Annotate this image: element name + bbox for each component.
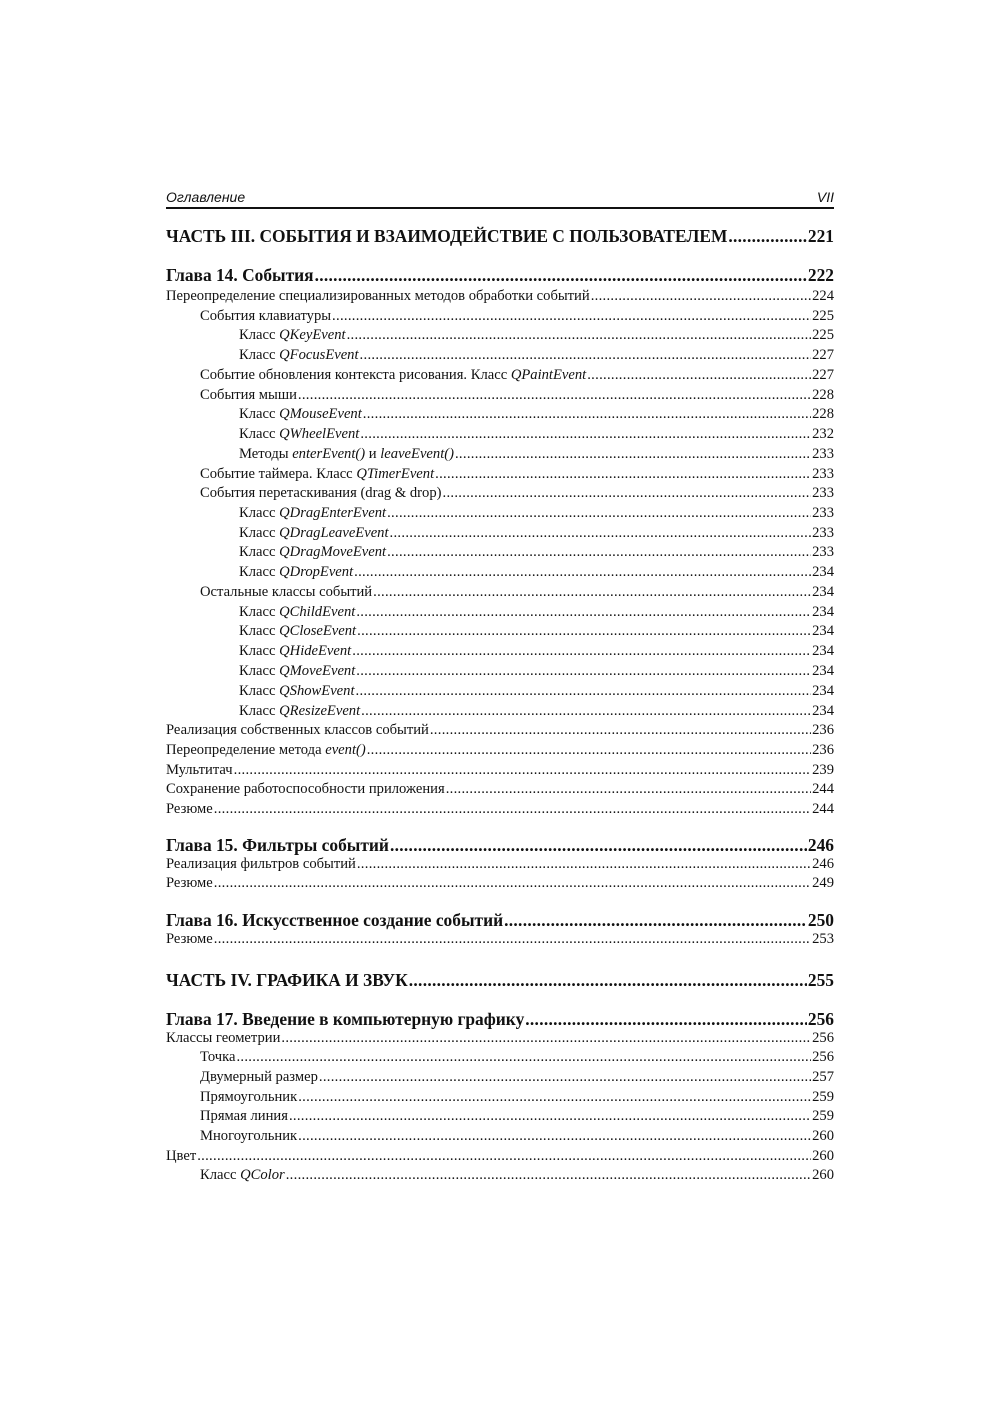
toc-entry-title [200, 1166, 285, 1186]
toc-entry-title [200, 1088, 297, 1108]
toc-entry[interactable] [166, 425, 834, 445]
toc-entry-prefix: Класс [239, 623, 280, 639]
toc-entry[interactable] [166, 346, 834, 366]
dot-leader [361, 702, 811, 722]
dot-leader [315, 264, 807, 286]
toc-entry-prefix: Класс [239, 663, 280, 679]
toc-entry-title [239, 682, 355, 702]
toc-entry-title [239, 524, 389, 544]
dot-leader [332, 307, 811, 327]
toc-entry-text: Прямоугольник [200, 1089, 298, 1105]
toc-entry-text: Глава 16. Искусственное создание событий [166, 910, 504, 930]
toc-page-number: 256 [812, 1030, 834, 1046]
dot-leader [446, 780, 811, 800]
dot-leader [587, 366, 811, 386]
toc-page-number: 250 [807, 910, 834, 930]
toc-entry-text: Глава 17. Введение в компьютерную графику [166, 1009, 525, 1029]
toc-page-number: 234 [812, 663, 834, 679]
toc-entry-title [239, 622, 356, 642]
toc-entry-text: Реализация фильтров событий [166, 856, 356, 872]
dot-leader [289, 1107, 811, 1127]
toc-entry-title [166, 930, 213, 950]
toc-entry-title [166, 874, 213, 894]
dot-leader [356, 662, 811, 682]
toc-page-number: 221 [807, 226, 834, 246]
toc-entry-title [239, 603, 355, 623]
toc-page-number: 253 [812, 931, 834, 947]
toc-entry-title [166, 909, 503, 931]
dot-leader [347, 326, 812, 346]
dot-leader [236, 1048, 811, 1068]
toc-page-number: 257 [812, 1069, 834, 1085]
toc-entry-title [166, 834, 389, 856]
toc-entry[interactable] [166, 741, 834, 761]
toc-entry-text: Двумерный размер [200, 1069, 318, 1085]
toc-page-number: 244 [812, 781, 834, 797]
toc-entry-prefix: Класс [239, 604, 280, 620]
toc-part-entry[interactable] [166, 969, 834, 991]
toc-entry[interactable] [166, 1147, 834, 1167]
dot-leader [443, 484, 812, 504]
toc-entry[interactable] [166, 603, 834, 623]
dot-leader [591, 287, 811, 307]
toc-entry-text: Цвет [166, 1148, 197, 1164]
toc-entry-title [200, 1068, 318, 1088]
toc-entry-class-name: QMouseEvent [279, 406, 362, 422]
toc-entry[interactable] [166, 504, 834, 524]
toc-entry-conjunction: и [365, 446, 381, 462]
toc-entry-text: Многоугольник [200, 1128, 298, 1144]
toc-entry-title [200, 1127, 297, 1147]
toc-entry-title [239, 326, 346, 346]
toc-page-number: 233 [812, 525, 834, 541]
dot-leader [214, 800, 811, 820]
dot-leader [455, 445, 811, 465]
toc-entry-prefix: Класс [239, 525, 280, 541]
toc-entry-prefix: Событие обновления контекста рисования. Класс [200, 367, 511, 383]
toc-page-number: 236 [812, 722, 834, 738]
toc-entry-class-name: QTimerEvent [356, 466, 435, 482]
toc-entry-class-name: QPaintEvent [510, 367, 587, 383]
toc-entry[interactable] [166, 386, 834, 406]
dot-leader [390, 524, 812, 544]
dot-leader [214, 930, 811, 950]
toc-entry-title [200, 366, 586, 386]
toc-page-number: 234 [812, 623, 834, 639]
toc-entry-text: Сохранение работоспособности приложения [166, 781, 445, 797]
dot-leader [357, 855, 811, 875]
toc-entry-text: Остальные классы событий [200, 584, 373, 600]
toc-entry-text: ЧАСТЬ III. СОБЫТИЯ И ВЗАИМОДЕЙСТВИЕ С ПОЛЬЗОВАТЕЛЕМ [166, 226, 728, 246]
dot-leader [504, 909, 807, 931]
toc-entry[interactable] [166, 326, 834, 346]
toc-entry-title [166, 287, 590, 307]
toc-entry-class-name: QMoveEvent [279, 663, 356, 679]
toc-entry[interactable] [166, 583, 834, 603]
dot-leader [373, 583, 811, 603]
toc-entry-title [200, 1107, 288, 1127]
dot-leader [525, 1008, 807, 1030]
toc-page-number: 233 [812, 544, 834, 560]
toc-entry[interactable] [166, 780, 834, 800]
toc-entry-prefix: Класс [239, 683, 280, 699]
toc-entry-prefix: Событие таймера. Класс [200, 466, 357, 482]
toc-entry[interactable] [166, 642, 834, 662]
dot-leader [360, 346, 812, 366]
toc-page-number: 260 [812, 1167, 834, 1183]
toc-entry[interactable] [166, 874, 834, 894]
toc-page-number: 246 [807, 835, 834, 855]
toc-page-number: 234 [812, 584, 834, 600]
toc-page-number: 259 [812, 1089, 834, 1105]
toc-entry-title [200, 583, 372, 603]
toc-entry-text: Резюме [166, 875, 213, 891]
toc-entry-title [200, 307, 331, 327]
toc-entry[interactable] [166, 1166, 834, 1186]
toc-entry-class-name: QCloseEvent [279, 623, 357, 639]
dot-leader [356, 682, 812, 702]
dot-leader [356, 603, 811, 623]
toc-page-number: 239 [812, 762, 834, 778]
toc-entry[interactable] [166, 405, 834, 425]
toc-entry[interactable] [166, 855, 834, 875]
dot-leader [363, 405, 811, 425]
toc-entry[interactable] [166, 1068, 834, 1088]
toc-entry[interactable] [166, 445, 834, 465]
dot-leader [360, 425, 811, 445]
toc-entry[interactable] [166, 930, 834, 950]
toc-entry-prefix: Класс [239, 347, 280, 363]
toc-entry-prefix: Класс [239, 327, 280, 343]
dot-leader [197, 1147, 811, 1167]
toc-entry-text: Глава 14. События [166, 265, 314, 285]
toc-page-number: 233 [812, 505, 834, 521]
toc-entry-text: Реализация собственных классов событий [166, 722, 429, 738]
dot-leader [234, 761, 811, 781]
dot-leader [387, 504, 811, 524]
dot-leader [390, 834, 807, 856]
toc-entry-text: Прямая линия [200, 1108, 288, 1124]
toc-entry-title [166, 225, 727, 247]
toc-page-number: 259 [812, 1108, 834, 1124]
toc-page-number: 249 [812, 875, 834, 891]
dot-leader [298, 386, 811, 406]
toc-entry-prefix: Класс [239, 564, 280, 580]
toc-entry-text: Точка [200, 1049, 236, 1065]
toc-entry[interactable] [166, 1048, 834, 1068]
toc-page-number: 227 [812, 367, 834, 383]
toc-entry-class-name: QDropEvent [279, 564, 354, 580]
toc-entry[interactable] [166, 524, 834, 544]
toc-page-number: 233 [812, 466, 834, 482]
toc-entry[interactable] [166, 1127, 834, 1147]
toc-entry-class-name: QDragMoveEvent [279, 544, 387, 560]
toc-entry-prefix: Класс [239, 426, 280, 442]
dot-leader [409, 969, 807, 991]
toc-chapter-entry[interactable] [166, 834, 834, 856]
running-header [166, 187, 834, 209]
toc-entry[interactable] [166, 465, 834, 485]
toc-entry-prefix: Класс [239, 703, 280, 719]
toc-entry-class-name: QWheelEvent [279, 426, 360, 442]
toc-page-number: 256 [807, 1009, 834, 1029]
toc-entry-prefix: Класс [200, 1167, 241, 1183]
toc-entry-class-name: QFocusEvent [279, 347, 359, 363]
toc-entry[interactable] [166, 1107, 834, 1127]
toc-entry-text: Переопределение специализированных методов обработки событий [166, 288, 590, 304]
toc-entry-prefix: Переопределение метода [166, 742, 326, 758]
dot-leader [286, 1166, 811, 1186]
toc-entry-class-name: QDragEnterEvent [279, 505, 387, 521]
toc-entry[interactable] [166, 1088, 834, 1108]
toc-entry-class-name: event() [325, 742, 366, 758]
toc-page-number: 234 [812, 604, 834, 620]
toc-entry-class-name: QShowEvent [279, 683, 355, 699]
toc-page-number: 246 [812, 856, 834, 872]
dot-leader [387, 543, 811, 563]
dot-leader [281, 1029, 811, 1049]
toc-entry-text: Резюме [166, 931, 213, 947]
toc-entry-title [166, 855, 356, 875]
toc-entry-title [166, 741, 366, 761]
toc-entry-title [166, 264, 314, 286]
toc-entry[interactable] [166, 622, 834, 642]
toc-entry[interactable] [166, 662, 834, 682]
toc-page-number: 233 [812, 446, 834, 462]
toc-chapter-entry[interactable] [166, 1008, 834, 1030]
toc-entry-text: Мультитач [166, 762, 233, 778]
toc-entry-prefix: Класс [239, 406, 280, 422]
toc-entry-title [200, 386, 297, 406]
toc-entry-text: Резюме [166, 801, 213, 817]
toc-entry[interactable] [166, 307, 834, 327]
toc-entry[interactable] [166, 761, 834, 781]
dot-leader [367, 741, 811, 761]
toc-entry[interactable] [166, 484, 834, 504]
toc-entry-title [166, 800, 213, 820]
toc-page-number: 260 [812, 1148, 834, 1164]
toc-entry-text: Глава 15. Фильтры событий [166, 835, 389, 855]
toc-entry-class-name: enterEvent() [292, 446, 366, 462]
header-section-title: Оглавление [166, 189, 246, 205]
dot-leader [298, 1127, 811, 1147]
toc-entry-title [200, 484, 442, 504]
toc-entry-title [166, 1029, 280, 1049]
toc-entry-title [239, 445, 454, 465]
toc-entry-title [239, 346, 359, 366]
toc-page-number: 234 [812, 703, 834, 719]
toc-entry-class-name: QHideEvent [279, 643, 352, 659]
toc-entry-title [200, 1048, 235, 1068]
toc-entry-prefix: Методы [239, 446, 293, 462]
toc-page-number: 224 [812, 288, 834, 304]
toc-page-number: 225 [812, 327, 834, 343]
header-page-number: VII [816, 189, 834, 205]
toc-entry-text: Классы геометрии [166, 1030, 281, 1046]
toc-entry-class-name: QChildEvent [279, 604, 356, 620]
toc-page-number: 255 [807, 970, 834, 990]
toc-entry-title [239, 642, 351, 662]
toc-chapter-entry[interactable] [166, 264, 834, 286]
toc-page-number: 227 [812, 347, 834, 363]
dot-leader [728, 225, 807, 247]
toc-entry[interactable] [166, 721, 834, 741]
dot-leader [298, 1088, 811, 1108]
toc-entry-text: События перетаскивания (drag & drop) [200, 485, 442, 501]
toc-page-number: 236 [812, 742, 834, 758]
toc-entry[interactable] [166, 543, 834, 563]
toc-page-number: 234 [812, 643, 834, 659]
toc-entry-title [239, 662, 355, 682]
toc-entry-method-name: leaveEvent() [380, 446, 454, 462]
toc-entry-title [200, 465, 434, 485]
toc-entry-class-name: QKeyEvent [279, 327, 346, 343]
toc-page-number: 222 [807, 265, 834, 285]
toc-entry-title [239, 405, 362, 425]
toc-entry-title [239, 543, 386, 563]
toc-entry[interactable] [166, 563, 834, 583]
dot-leader [319, 1068, 811, 1088]
toc-entry[interactable] [166, 287, 834, 307]
dot-leader [214, 874, 811, 894]
toc-entry-title [166, 1008, 524, 1030]
toc-entry[interactable] [166, 366, 834, 386]
toc-page-number: 234 [812, 683, 834, 699]
dot-leader [430, 721, 811, 741]
toc-page-number: 232 [812, 426, 834, 442]
toc-entry[interactable] [166, 702, 834, 722]
dot-leader [354, 563, 811, 583]
toc-entry-class-name: QDragLeaveEvent [279, 525, 389, 541]
toc-entry-class-name: QColor [240, 1167, 285, 1183]
toc-entry-prefix: Класс [239, 505, 280, 521]
toc-entry[interactable] [166, 682, 834, 702]
dot-leader [435, 465, 811, 485]
toc-entry-title [239, 504, 386, 524]
toc-page-number: 228 [812, 387, 834, 403]
dot-leader [357, 622, 811, 642]
toc-chapter-entry[interactable] [166, 909, 834, 931]
toc-part-entry[interactable] [166, 225, 834, 247]
toc-page-number: 233 [812, 485, 834, 501]
toc-entry[interactable] [166, 800, 834, 820]
toc-entry-prefix: Класс [239, 643, 280, 659]
toc-page-number: 225 [812, 308, 834, 324]
toc-entry-prefix: Класс [239, 544, 280, 560]
toc-entry-text: События клавиатуры [200, 308, 332, 324]
dot-leader [352, 642, 811, 662]
toc-entry-class-name: QResizeEvent [279, 703, 361, 719]
toc-entry-title [166, 761, 233, 781]
toc-entry-title [239, 563, 353, 583]
toc-entry-title [166, 1147, 196, 1167]
toc-page-number: 244 [812, 801, 834, 817]
toc-page-number: 228 [812, 406, 834, 422]
toc-entry-title [166, 721, 429, 741]
toc-entry-text: События мыши [200, 387, 297, 403]
toc-page-number: 234 [812, 564, 834, 580]
toc-page-number: 256 [812, 1049, 834, 1065]
toc-entry-title [239, 702, 360, 722]
toc-page-number: 260 [812, 1128, 834, 1144]
toc-entry-title [166, 780, 445, 800]
toc-entry-text: ЧАСТЬ IV. ГРАФИКА И ЗВУК [166, 970, 408, 990]
toc-entry-title [166, 969, 408, 991]
toc-entry-title [239, 425, 359, 445]
toc-entry[interactable] [166, 1029, 834, 1049]
